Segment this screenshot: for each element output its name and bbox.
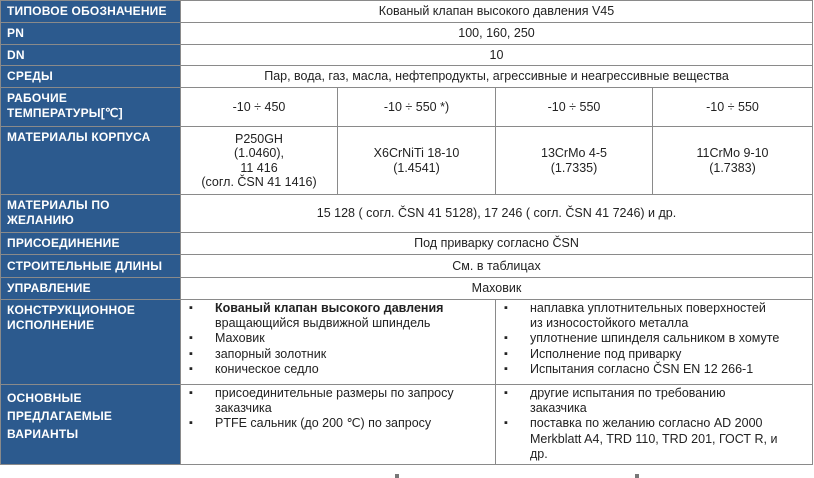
- list-item-text: Исполнение под приварку: [530, 346, 682, 361]
- row-temperatures: [1, 88, 813, 127]
- row-pn: [1, 23, 813, 45]
- list-item-text2: заказчика: [530, 401, 587, 416]
- label-variants-line3: ВАРИАНТЫ: [7, 427, 79, 441]
- label-dn: DN: [1, 45, 181, 66]
- label-type: ТИПОВОЕ ОБОЗНАЧЕНИЕ: [1, 1, 181, 23]
- label-design: [1, 300, 181, 385]
- list-item: [504, 331, 808, 346]
- label-variants: [1, 385, 181, 465]
- temp-col-1: -10 ÷ 450: [181, 88, 338, 127]
- value-control: Маховик: [181, 278, 813, 300]
- label-optional-materials-line2: ЖЕЛАНИЮ: [7, 213, 75, 227]
- row-control: [1, 278, 813, 300]
- material-col-3-line1: 13CrMo 4-5: [541, 146, 607, 160]
- list-item: [504, 347, 808, 362]
- list-item-text2: вращающийся выдвижной шпиндель: [215, 316, 431, 331]
- list-item-text2: из износостойкого металла: [530, 316, 689, 331]
- value-type: Кованый клапан высокого давления V45: [181, 1, 813, 23]
- label-optional-materials-line1: МАТЕРИАЛЫ ПО: [7, 198, 110, 212]
- value-optional-materials: 15 128 ( согл. ČSN 41 5128), 17 246 ( согл. ČSN 41 7246) и др.: [181, 195, 813, 233]
- label-design-line1: КОНСТРУКЦИОННОЕ: [7, 303, 136, 317]
- label-media: СРЕДЫ: [1, 66, 181, 88]
- list-item: [189, 347, 491, 362]
- bullet-icon: ▪: [189, 417, 193, 430]
- list-item-text: коническое седло: [215, 361, 319, 376]
- material-col-4: [653, 127, 813, 195]
- list-item-text2: заказчика: [215, 401, 272, 416]
- label-connection: ПРИСОЕДИНЕНИЕ: [1, 233, 181, 255]
- temp-col-3: -10 ÷ 550: [496, 88, 653, 127]
- label-temperatures-line1: РАБОЧИЕ: [7, 91, 68, 105]
- row-media: [1, 66, 813, 88]
- list-item-text: присоединительные размеры по запросу: [215, 386, 454, 400]
- list-item: [504, 301, 808, 331]
- list-item-text2: Merkblatt A4, TRD 110, TRD 201, ГОСТ R, и: [530, 431, 778, 446]
- variants-right-list: [496, 385, 813, 465]
- label-body-materials: МАТЕРИАЛЫ КОРПУСА: [1, 127, 181, 195]
- material-col-1: [181, 127, 338, 195]
- list-item-text: поставка по желанию согласно AD 2000: [530, 416, 763, 431]
- temp-col-4: -10 ÷ 550: [653, 88, 813, 127]
- list-item-text: другие испытания по требованию: [530, 386, 726, 400]
- material-col-4-line1: 11CrMo 9-10: [696, 146, 769, 160]
- bullet-icon: ▪: [504, 417, 508, 430]
- row-design: [1, 300, 813, 385]
- list-item-text: Испытания согласно ČSN EN 12 266-1: [530, 361, 754, 376]
- row-lengths: [1, 255, 813, 278]
- temp-col-2: -10 ÷ 550 *): [338, 88, 496, 127]
- label-control: УПРАВЛЕНИЕ: [1, 278, 181, 300]
- bullet-icon: ▪: [504, 332, 508, 345]
- design-left-list: [181, 300, 496, 385]
- row-type: [1, 1, 813, 23]
- material-col-2-line2: (1.4541): [393, 160, 440, 175]
- list-item: [504, 386, 808, 416]
- row-variants: [1, 385, 813, 465]
- material-col-4-line2: (1.7383): [709, 160, 756, 175]
- label-pn: PN: [1, 23, 181, 45]
- label-lengths: СТРОИТЕЛЬНЫЕ ДЛИНЫ: [1, 255, 181, 278]
- label-design-line2: ИСПОЛНЕНИЕ: [7, 318, 95, 332]
- list-item-text: PTFE сальник (до 200 ℃) по запросу: [215, 416, 432, 431]
- material-col-1-line2: (1.0460),: [233, 146, 285, 160]
- label-temperatures-line2: ТЕМПЕРАТУРЫ[℃]: [7, 106, 123, 120]
- bullet-icon: ▪: [189, 387, 193, 399]
- bullet-icon: ▪: [189, 347, 193, 360]
- material-col-2: [338, 127, 496, 195]
- bullet-icon: ▪: [504, 347, 508, 360]
- bullet-icon: ▪: [189, 332, 193, 345]
- value-pn: 100, 160, 250: [181, 23, 813, 45]
- row-body-materials: [1, 127, 813, 195]
- variants-left-list: [181, 385, 496, 465]
- value-media: Пар, вода, газ, масла, нефтепродукты, агрессивные и неагрессивные вещества: [181, 66, 813, 88]
- material-col-1-line3: 11 416: [240, 160, 278, 175]
- value-connection: Под приварку согласно ČSN: [181, 233, 813, 255]
- cropped-text-fragment: [635, 474, 639, 478]
- row-dn: [1, 45, 813, 66]
- value-dn: 10: [181, 45, 813, 66]
- label-variants-line2: ПРЕДЛАГАЕМЫЕ: [7, 409, 113, 423]
- list-item-text: Маховик: [215, 331, 265, 346]
- list-item: [189, 416, 491, 431]
- list-item: [189, 301, 491, 331]
- material-col-3-line2: (1.7335): [550, 160, 598, 175]
- list-item-text: запорный золотник: [215, 346, 327, 361]
- bullet-icon: ▪: [504, 387, 508, 399]
- list-item: [189, 386, 491, 416]
- design-right-list: [496, 300, 813, 385]
- list-item: [189, 362, 491, 377]
- row-connection: [1, 233, 813, 255]
- label-variants-line1: ОСНОВНЫЕ: [7, 391, 82, 405]
- bullet-icon: ▪: [504, 302, 508, 314]
- label-temperatures: [1, 88, 181, 127]
- bullet-icon: ▪: [189, 362, 193, 375]
- material-col-2-line1: X6CrNiTi 18-10: [373, 146, 460, 160]
- list-item: [504, 362, 808, 377]
- list-item-text3: др.: [530, 446, 548, 461]
- material-col-1-line4: (согл. ČSN 41 1416): [201, 175, 317, 189]
- list-item: [189, 331, 491, 346]
- value-lengths: См. в таблицах: [181, 255, 813, 278]
- list-item: [504, 416, 808, 462]
- row-optional-materials: [1, 195, 813, 233]
- list-item-text: Кованый клапан высокого давления: [215, 301, 444, 315]
- list-item-text: уплотнение шпинделя сальником в хомуте: [530, 331, 780, 346]
- cropped-text-fragment: [395, 474, 399, 478]
- bullet-icon: ▪: [189, 302, 193, 314]
- bullet-icon: ▪: [504, 362, 508, 375]
- list-item-text: наплавка уплотнительных поверхностей: [530, 301, 766, 315]
- material-col-3: [496, 127, 653, 195]
- material-col-1-line1: P250GH: [235, 131, 283, 146]
- label-optional-materials: [1, 195, 181, 233]
